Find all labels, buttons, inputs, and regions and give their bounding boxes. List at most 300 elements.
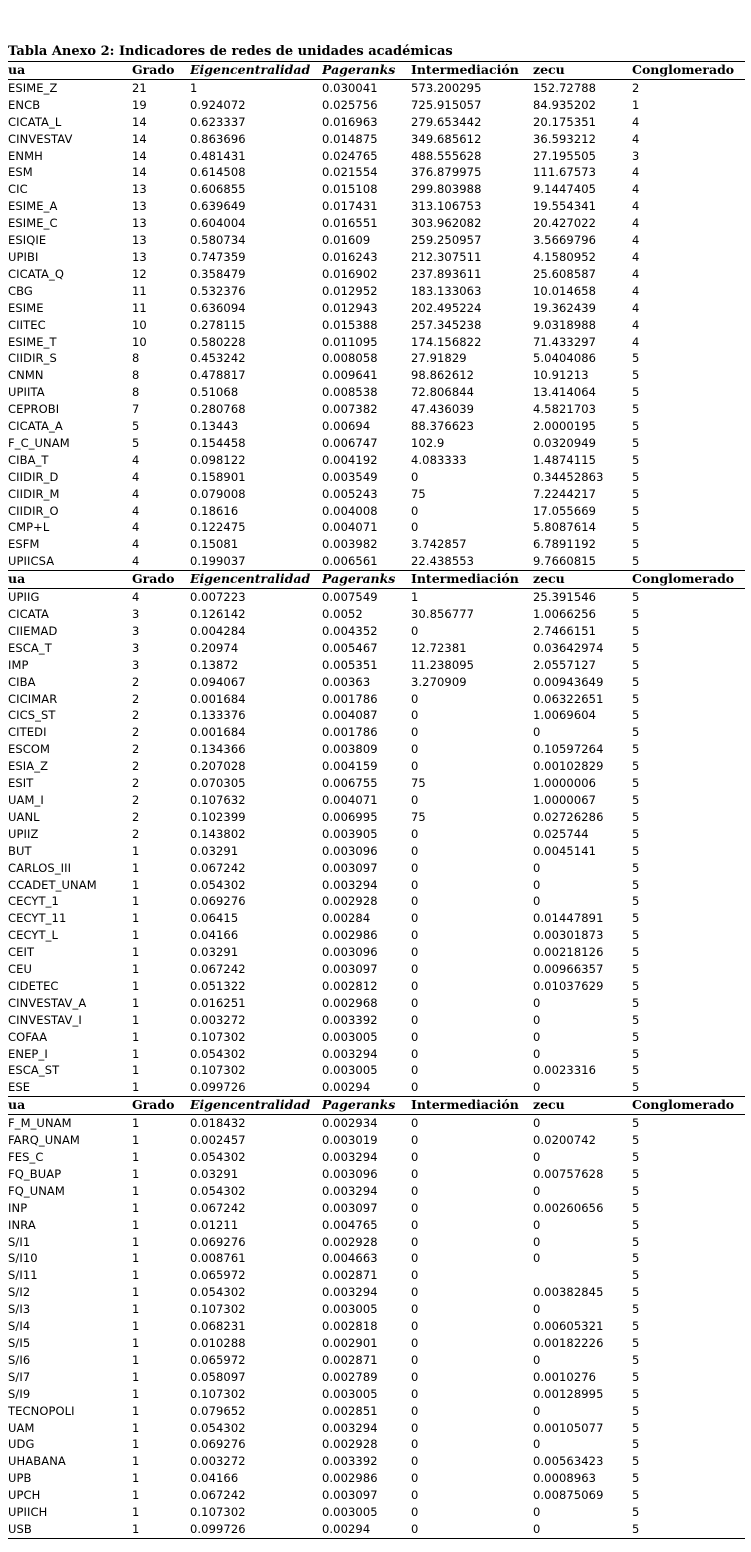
col-ua-cell: S/I1 bbox=[8, 1234, 31, 1249]
col-intermediacion-cell: 0 bbox=[411, 877, 419, 892]
col-eigencentralidad-cell: 0.04166 bbox=[190, 928, 239, 943]
col-conglomerado-cell: 5 bbox=[632, 742, 640, 757]
col-eigencentralidad-cell: 0.054302 bbox=[190, 1420, 246, 1435]
col-conglomerado-cell: 5 bbox=[632, 928, 640, 943]
col-eigencentralidad-cell: 0.067242 bbox=[190, 860, 246, 875]
col-pageranks-cell: 0.003809 bbox=[322, 742, 378, 757]
col-zecu-cell: 6.7891192 bbox=[533, 537, 597, 552]
col-eigencentralidad-cell: 0.20974 bbox=[190, 640, 239, 655]
col-eigencentralidad-cell: 0.102399 bbox=[190, 809, 246, 824]
col-grado-cell: 1 bbox=[132, 1285, 140, 1300]
col-intermediacion-cell: 72.806844 bbox=[411, 385, 475, 400]
col-intermediacion-cell: 279.653442 bbox=[411, 114, 482, 129]
col-intermediacion-cell: 0 bbox=[411, 928, 419, 943]
col-zecu-cell: 1.4874115 bbox=[533, 452, 597, 467]
col-zecu-cell: 7.2244217 bbox=[533, 486, 597, 501]
col-conglomerado-cell: 5 bbox=[632, 623, 640, 638]
table-row bbox=[8, 674, 745, 691]
table-row bbox=[8, 809, 745, 826]
col-grado-cell: 14 bbox=[132, 131, 147, 146]
col-eigencentralidad-cell: 0.158901 bbox=[190, 469, 246, 484]
header-group bbox=[8, 62, 745, 80]
col-eigencentralidad-cell: 0.001684 bbox=[190, 725, 246, 740]
col-conglomerado-cell: 5 bbox=[632, 1133, 640, 1148]
col-intermediacion-cell: 202.495224 bbox=[411, 300, 482, 315]
col-eigencentralidad-cell: 0.154458 bbox=[190, 435, 246, 450]
col-ua-cell: CICATA_L bbox=[8, 114, 62, 129]
col-eigencentralidad-cell: 0.532376 bbox=[190, 283, 246, 298]
table-row bbox=[8, 486, 745, 503]
col-grado-cell: 1 bbox=[132, 1335, 140, 1350]
col-ua-cell: ENEP_I bbox=[8, 1046, 48, 1061]
table-row bbox=[8, 1062, 745, 1079]
col-conglomerado-cell: 4 bbox=[632, 216, 640, 231]
col-grado-cell: 5 bbox=[132, 435, 140, 450]
col-pageranks-cell: 0.001786 bbox=[322, 725, 378, 740]
table-row bbox=[8, 589, 745, 606]
col-conglomerado-cell: 5 bbox=[632, 843, 640, 858]
col-pageranks-cell: 0.00294 bbox=[322, 1521, 411, 1538]
col-conglomerado-cell: 4 bbox=[632, 199, 640, 214]
col-conglomerado-cell: 5 bbox=[632, 657, 640, 672]
col-grado-cell: 1 bbox=[132, 894, 140, 909]
header-col-eigencentralidad: Eigencentralidad bbox=[190, 62, 322, 80]
col-eigencentralidad-cell: 0.639649 bbox=[190, 199, 246, 214]
table-row bbox=[8, 1079, 745, 1096]
table-row bbox=[8, 657, 745, 674]
col-zecu-cell: 111.67573 bbox=[533, 165, 597, 180]
table-row bbox=[8, 707, 745, 724]
col-zecu-cell: 0.34452863 bbox=[533, 469, 604, 484]
table-row bbox=[8, 1149, 745, 1166]
col-conglomerado-cell: 5 bbox=[632, 978, 640, 993]
col-grado-cell: 2 bbox=[132, 742, 140, 757]
col-pageranks-cell: 0.01609 bbox=[322, 233, 371, 248]
table-row bbox=[8, 1200, 745, 1217]
header-col-intermediacion: Intermediación bbox=[411, 1097, 533, 1115]
table-row bbox=[8, 536, 745, 553]
col-conglomerado-cell: 5 bbox=[632, 1046, 640, 1061]
table-row bbox=[8, 418, 745, 435]
col-conglomerado-cell: 5 bbox=[632, 725, 640, 740]
col-intermediacion-cell: 0 bbox=[411, 1403, 419, 1418]
col-pageranks-cell: 0.008538 bbox=[322, 385, 378, 400]
col-zecu-cell: 10.014658 bbox=[533, 283, 597, 298]
table-row bbox=[8, 79, 745, 96]
col-intermediacion-cell: 0 bbox=[411, 1454, 419, 1469]
col-intermediacion-cell: 1 bbox=[411, 590, 419, 605]
col-intermediacion-cell: 0 bbox=[411, 1217, 419, 1232]
col-pageranks-cell: 0.003294 bbox=[322, 1183, 378, 1198]
col-eigencentralidad-cell: 0.018432 bbox=[190, 1116, 246, 1131]
col-zecu-cell: 4.5821703 bbox=[533, 402, 597, 417]
col-eigencentralidad-cell: 0.122475 bbox=[190, 520, 246, 535]
col-ua-cell: ESIT bbox=[8, 776, 34, 791]
col-grado-cell: 2 bbox=[132, 725, 140, 740]
col-eigencentralidad-cell: 0.065972 bbox=[190, 1352, 246, 1367]
col-intermediacion-cell: 0 bbox=[411, 1183, 419, 1198]
col-zecu-cell: 0.01037629 bbox=[533, 978, 604, 993]
col-pageranks-cell: 0.002789 bbox=[322, 1369, 378, 1384]
col-conglomerado-cell: 5 bbox=[632, 691, 640, 706]
col-grado-cell: 1 bbox=[132, 1319, 140, 1334]
col-grado-cell: 1 bbox=[132, 1166, 140, 1181]
col-conglomerado-cell: 5 bbox=[632, 503, 640, 518]
col-zecu-cell: 17.055669 bbox=[533, 503, 597, 518]
col-conglomerado-cell: 5 bbox=[632, 368, 640, 383]
col-grado-cell: 1 bbox=[132, 1200, 140, 1215]
col-ua-cell: UPIBI bbox=[8, 249, 39, 264]
col-eigencentralidad-cell: 0.067242 bbox=[190, 1488, 246, 1503]
col-conglomerado-cell: 5 bbox=[632, 1150, 640, 1164]
header-col-conglomerado: Conglomerado bbox=[632, 571, 745, 589]
col-conglomerado-cell: 5 bbox=[632, 1454, 640, 1469]
col-intermediacion-cell: 0 bbox=[411, 1437, 419, 1452]
col-zecu-cell: 0 bbox=[533, 1403, 541, 1418]
col-eigencentralidad-cell: 0.107632 bbox=[190, 792, 246, 807]
col-pageranks-cell: 0.004071 bbox=[322, 520, 378, 535]
col-ua-cell: CICIMAR bbox=[8, 691, 58, 706]
col-pageranks-cell: 0.003005 bbox=[322, 1063, 378, 1078]
col-intermediacion-cell: 0 bbox=[411, 1420, 419, 1435]
col-conglomerado-cell: 5 bbox=[632, 1079, 745, 1096]
col-intermediacion-cell: 303.962082 bbox=[411, 216, 482, 231]
col-pageranks-cell: 0.002986 bbox=[322, 928, 378, 943]
col-intermediacion-cell: 488.555628 bbox=[411, 148, 482, 163]
col-eigencentralidad-cell: 0.280768 bbox=[190, 402, 246, 417]
col-intermediacion-cell: 102.9 bbox=[411, 435, 445, 450]
col-eigencentralidad-cell: 0.143802 bbox=[190, 826, 246, 841]
col-intermediacion-cell: 0 bbox=[411, 1234, 419, 1249]
col-grado-cell: 11 bbox=[132, 300, 147, 315]
col-eigencentralidad-cell: 0.099726 bbox=[190, 1521, 322, 1538]
col-zecu-cell: 9.1447405 bbox=[533, 182, 597, 197]
table-row bbox=[8, 1267, 745, 1284]
table-row bbox=[8, 249, 745, 266]
col-grado-cell: 1 bbox=[132, 1116, 140, 1131]
table-row bbox=[8, 1250, 745, 1267]
col-intermediacion-cell: 3.270909 bbox=[411, 674, 467, 689]
col-ua-cell: ESIME_A bbox=[8, 199, 58, 214]
col-intermediacion-cell: 0 bbox=[411, 1079, 533, 1096]
col-ua-cell: ESCA_T bbox=[8, 640, 52, 655]
col-pageranks-cell: 0.009641 bbox=[322, 368, 378, 383]
col-intermediacion-cell: 0 bbox=[411, 1063, 419, 1078]
col-pageranks-cell: 0.003019 bbox=[322, 1133, 378, 1148]
col-eigencentralidad-cell: 0.133376 bbox=[190, 708, 246, 723]
col-zecu-cell: 0 bbox=[533, 1079, 632, 1096]
col-conglomerado-cell: 3 bbox=[632, 148, 640, 163]
col-ua-cell: CECYT_L bbox=[8, 928, 59, 943]
col-ua-cell: S/I11 bbox=[8, 1268, 38, 1283]
col-conglomerado-cell: 4 bbox=[632, 233, 640, 248]
col-intermediacion-cell: 0 bbox=[411, 1285, 419, 1300]
table-row bbox=[8, 1436, 745, 1453]
col-zecu-cell: 0.00875069 bbox=[533, 1488, 604, 1503]
col-intermediacion-cell: 12.72381 bbox=[411, 640, 467, 655]
col-conglomerado-cell: 5 bbox=[632, 1521, 745, 1538]
col-intermediacion-cell: 0 bbox=[411, 1352, 419, 1367]
col-pageranks-cell: 0.007382 bbox=[322, 402, 378, 417]
col-conglomerado-cell: 5 bbox=[632, 537, 640, 552]
table-row bbox=[8, 1420, 745, 1437]
col-grado-cell: 1 bbox=[132, 911, 140, 926]
col-pageranks-cell: 0.003005 bbox=[322, 1029, 378, 1044]
col-zecu-cell: 1.0066256 bbox=[533, 607, 597, 621]
col-intermediacion-cell: 0 bbox=[411, 503, 419, 518]
col-eigencentralidad-cell: 0.079008 bbox=[190, 486, 246, 501]
col-grado-cell: 4 bbox=[132, 452, 140, 467]
col-grado-cell: 3 bbox=[132, 657, 140, 672]
header-col-grado: Grado bbox=[132, 62, 190, 80]
col-intermediacion-cell: 0 bbox=[411, 1505, 419, 1520]
col-grado-cell: 1 bbox=[132, 1150, 140, 1164]
table-row bbox=[8, 367, 745, 384]
col-eigencentralidad-cell: 0.016251 bbox=[190, 995, 246, 1010]
col-intermediacion-cell: 0 bbox=[411, 1302, 419, 1317]
table-row bbox=[8, 164, 745, 181]
col-zecu-cell: 25.608587 bbox=[533, 266, 597, 281]
table-row bbox=[8, 1453, 745, 1470]
col-intermediacion-cell: 0 bbox=[411, 1268, 419, 1283]
col-conglomerado-cell: 5 bbox=[632, 1386, 640, 1401]
table-row bbox=[8, 1521, 745, 1538]
table-row bbox=[8, 640, 745, 657]
col-pageranks-cell: 0.025756 bbox=[322, 97, 378, 112]
table-row bbox=[8, 877, 745, 894]
col-ua-cell: ESCA_ST bbox=[8, 1063, 60, 1078]
table-row bbox=[8, 503, 745, 520]
col-grado-cell: 2 bbox=[132, 708, 140, 723]
col-pageranks-cell: 0.002812 bbox=[322, 978, 378, 993]
col-ua-cell: IMP bbox=[8, 657, 29, 672]
col-ua-cell: ESIQIE bbox=[8, 233, 47, 248]
col-eigencentralidad-cell: 0.15081 bbox=[190, 537, 239, 552]
col-intermediacion-cell: 0 bbox=[411, 1200, 419, 1215]
col-intermediacion-cell: 0 bbox=[411, 1046, 419, 1061]
col-ua-cell: UANL bbox=[8, 809, 40, 824]
col-zecu-cell: 0 bbox=[533, 1012, 541, 1027]
header-col-ua: ua bbox=[8, 62, 132, 80]
col-ua-cell: BUT bbox=[8, 843, 32, 858]
col-eigencentralidad-cell: 0.614508 bbox=[190, 165, 246, 180]
col-zecu-cell: 1.0069604 bbox=[533, 708, 597, 723]
header-col-pageranks: Pageranks bbox=[322, 571, 411, 589]
col-grado-cell: 4 bbox=[132, 537, 140, 552]
col-pageranks-cell: 0.012943 bbox=[322, 300, 378, 315]
col-conglomerado-cell: 5 bbox=[632, 1183, 640, 1198]
col-intermediacion-cell: 75 bbox=[411, 776, 426, 791]
col-grado-cell: 1 bbox=[132, 1133, 140, 1148]
header-col-intermediacion: Intermediación bbox=[411, 571, 533, 589]
col-ua-cell: S/I4 bbox=[8, 1319, 31, 1334]
col-conglomerado-cell: 5 bbox=[632, 826, 640, 841]
col-eigencentralidad-cell: 0.747359 bbox=[190, 249, 246, 264]
col-pageranks-cell: 0.004159 bbox=[322, 759, 378, 774]
col-grado-cell: 13 bbox=[132, 233, 147, 248]
col-intermediacion-cell: 3.742857 bbox=[411, 537, 467, 552]
col-conglomerado-cell: 5 bbox=[632, 674, 640, 689]
col-ua-cell: CIIEMAD bbox=[8, 623, 58, 638]
col-intermediacion-cell: 0 bbox=[411, 1012, 419, 1027]
col-zecu-cell: 2.0000195 bbox=[533, 419, 597, 434]
col-intermediacion-cell: 22.438553 bbox=[411, 553, 533, 570]
col-zecu-cell: 0.00260656 bbox=[533, 1200, 604, 1215]
col-pageranks-cell: 0.004765 bbox=[322, 1217, 378, 1232]
col-zecu-cell: 19.554341 bbox=[533, 199, 597, 214]
col-conglomerado-cell: 4 bbox=[632, 300, 640, 315]
table-row bbox=[8, 215, 745, 232]
col-grado-cell: 1 bbox=[132, 945, 140, 960]
col-ua-cell: ESE bbox=[8, 1079, 132, 1096]
col-grado-cell: 1 bbox=[132, 1488, 140, 1503]
col-eigencentralidad-cell: 0.003272 bbox=[190, 1012, 246, 1027]
col-zecu-cell: 0.00102829 bbox=[533, 759, 604, 774]
col-intermediacion-cell: 0 bbox=[411, 1488, 419, 1503]
col-intermediacion-cell: 0 bbox=[411, 1166, 419, 1181]
table-row bbox=[8, 910, 745, 927]
col-pageranks-cell: 0.004008 bbox=[322, 503, 378, 518]
col-intermediacion-cell: 0 bbox=[411, 1029, 419, 1044]
col-conglomerado-cell: 4 bbox=[632, 131, 640, 146]
col-grado-cell: 8 bbox=[132, 368, 140, 383]
table-row bbox=[8, 452, 745, 469]
col-conglomerado-cell: 5 bbox=[632, 1063, 640, 1078]
col-pageranks-cell: 0.001786 bbox=[322, 691, 378, 706]
table-row bbox=[8, 1318, 745, 1335]
col-grado-cell: 1 bbox=[132, 1012, 140, 1027]
col-zecu-cell: 0 bbox=[533, 995, 541, 1010]
header-col-eigencentralidad: Eigencentralidad bbox=[190, 1097, 322, 1115]
col-eigencentralidad-cell: 0.070305 bbox=[190, 776, 246, 791]
table-row bbox=[8, 1504, 745, 1521]
col-pageranks-cell: 0.002901 bbox=[322, 1335, 378, 1350]
col-conglomerado-cell: 5 bbox=[632, 894, 640, 909]
col-eigencentralidad-cell: 0.067242 bbox=[190, 962, 246, 977]
header-col-zecu: zecu bbox=[533, 62, 632, 80]
col-pageranks-cell: 0.012952 bbox=[322, 283, 378, 298]
col-intermediacion-cell: 88.376623 bbox=[411, 419, 475, 434]
col-conglomerado-cell: 5 bbox=[632, 1319, 640, 1334]
col-ua-cell: FQ_BUAP bbox=[8, 1166, 62, 1181]
col-ua-cell: S/I3 bbox=[8, 1302, 31, 1317]
col-intermediacion-cell: 0 bbox=[411, 860, 419, 875]
col-grado-cell: 1 bbox=[132, 1386, 140, 1401]
table-row bbox=[8, 927, 745, 944]
col-zecu-cell: 0 bbox=[533, 1251, 541, 1266]
col-zecu-cell: 19.362439 bbox=[533, 300, 597, 315]
col-grado-cell: 2 bbox=[132, 809, 140, 824]
col-eigencentralidad-cell: 0.054302 bbox=[190, 1046, 246, 1061]
table-row bbox=[8, 266, 745, 283]
col-zecu-cell: 4.1580952 bbox=[533, 249, 597, 264]
col-ua-cell: S/I7 bbox=[8, 1369, 31, 1384]
col-conglomerado-cell: 5 bbox=[632, 1217, 640, 1232]
col-eigencentralidad-cell: 0.067242 bbox=[190, 1200, 246, 1215]
col-zecu-cell: 0.0320949 bbox=[533, 435, 597, 450]
col-intermediacion-cell: 0 bbox=[411, 708, 419, 723]
col-pageranks-cell: 0.006561 bbox=[322, 553, 411, 570]
col-conglomerado-cell: 4 bbox=[632, 114, 640, 129]
table-row bbox=[8, 826, 745, 843]
col-pageranks-cell: 0.005243 bbox=[322, 486, 378, 501]
col-pageranks-cell: 0.016902 bbox=[322, 266, 378, 281]
col-pageranks-cell: 0.00363 bbox=[322, 674, 371, 689]
col-intermediacion-cell: 183.133063 bbox=[411, 283, 482, 298]
table-row bbox=[8, 1046, 745, 1063]
col-conglomerado-cell: 5 bbox=[632, 995, 640, 1010]
col-zecu-cell: 0.10597264 bbox=[533, 742, 604, 757]
col-grado-cell: 4 bbox=[132, 503, 140, 518]
col-conglomerado-cell: 5 bbox=[632, 1251, 640, 1266]
col-eigencentralidad-cell: 0.453242 bbox=[190, 351, 246, 366]
col-intermediacion-cell: 27.91829 bbox=[411, 351, 467, 366]
col-pageranks-cell: 0.003097 bbox=[322, 962, 378, 977]
col-ua-cell: S/I6 bbox=[8, 1352, 31, 1367]
col-ua-cell: UPIIZ bbox=[8, 826, 39, 841]
col-grado-cell: 1 bbox=[132, 1521, 190, 1538]
col-grado-cell: 1 bbox=[132, 843, 140, 858]
col-eigencentralidad-cell: 0.13872 bbox=[190, 657, 239, 672]
col-conglomerado-cell: 5 bbox=[632, 1302, 640, 1317]
table-block bbox=[8, 1115, 745, 1539]
col-pageranks-cell: 0.002934 bbox=[322, 1116, 378, 1131]
col-eigencentralidad-cell: 0.069276 bbox=[190, 1437, 246, 1452]
table-row bbox=[8, 553, 745, 570]
col-zecu-cell: 0.00301873 bbox=[533, 928, 604, 943]
col-zecu-cell: 0 bbox=[533, 1183, 541, 1198]
col-zecu-cell: 71.433297 bbox=[533, 334, 597, 349]
col-pageranks-cell: 0.004192 bbox=[322, 452, 378, 467]
col-pageranks-cell: 0.003294 bbox=[322, 877, 378, 892]
col-pageranks-cell: 0.003096 bbox=[322, 1166, 378, 1181]
col-grado-cell: 2 bbox=[132, 674, 140, 689]
col-ua-cell: ESCOM bbox=[8, 742, 51, 757]
col-ua-cell: UPIICSA bbox=[8, 553, 132, 570]
col-zecu-cell: 0.00128995 bbox=[533, 1386, 604, 1401]
col-zecu-cell: 0.03642974 bbox=[533, 640, 604, 655]
table-row bbox=[8, 317, 745, 334]
col-ua-cell: ESIME_C bbox=[8, 216, 58, 231]
col-grado-cell: 2 bbox=[132, 776, 140, 791]
col-grado-cell: 4 bbox=[132, 520, 140, 535]
col-zecu-cell: 0 bbox=[533, 894, 541, 909]
col-intermediacion-cell: 0 bbox=[411, 894, 419, 909]
col-pageranks-cell: 0.008058 bbox=[322, 351, 378, 366]
col-zecu-cell: 0 bbox=[533, 1116, 541, 1131]
col-ua-cell: CCADET_UNAM bbox=[8, 877, 97, 892]
col-ua-cell: TECNOPOLI bbox=[8, 1403, 75, 1418]
col-conglomerado-cell: 5 bbox=[632, 1285, 640, 1300]
table-row bbox=[8, 606, 745, 623]
col-grado-cell: 1 bbox=[132, 1183, 140, 1198]
col-pageranks-cell: 0.003294 bbox=[322, 1150, 378, 1164]
col-pageranks-cell: 0.004352 bbox=[322, 623, 378, 638]
col-zecu-cell: 0.00218126 bbox=[533, 945, 604, 960]
col-zecu-cell: 0.01447891 bbox=[533, 911, 604, 926]
col-eigencentralidad-cell: 0.054302 bbox=[190, 1183, 246, 1198]
col-conglomerado-cell: 5 bbox=[632, 1166, 640, 1181]
col-pageranks-cell: 0.003097 bbox=[322, 1200, 378, 1215]
col-pageranks-cell: 0.024765 bbox=[322, 148, 378, 163]
col-intermediacion-cell: 299.803988 bbox=[411, 182, 482, 197]
table-row bbox=[8, 1369, 745, 1386]
col-eigencentralidad-cell: 0.007223 bbox=[190, 590, 246, 605]
col-pageranks-cell: 0.002871 bbox=[322, 1352, 378, 1367]
col-eigencentralidad-cell: 0.04166 bbox=[190, 1471, 239, 1486]
col-eigencentralidad-cell: 0.068231 bbox=[190, 1319, 246, 1334]
col-pageranks-cell: 0.002851 bbox=[322, 1403, 378, 1418]
